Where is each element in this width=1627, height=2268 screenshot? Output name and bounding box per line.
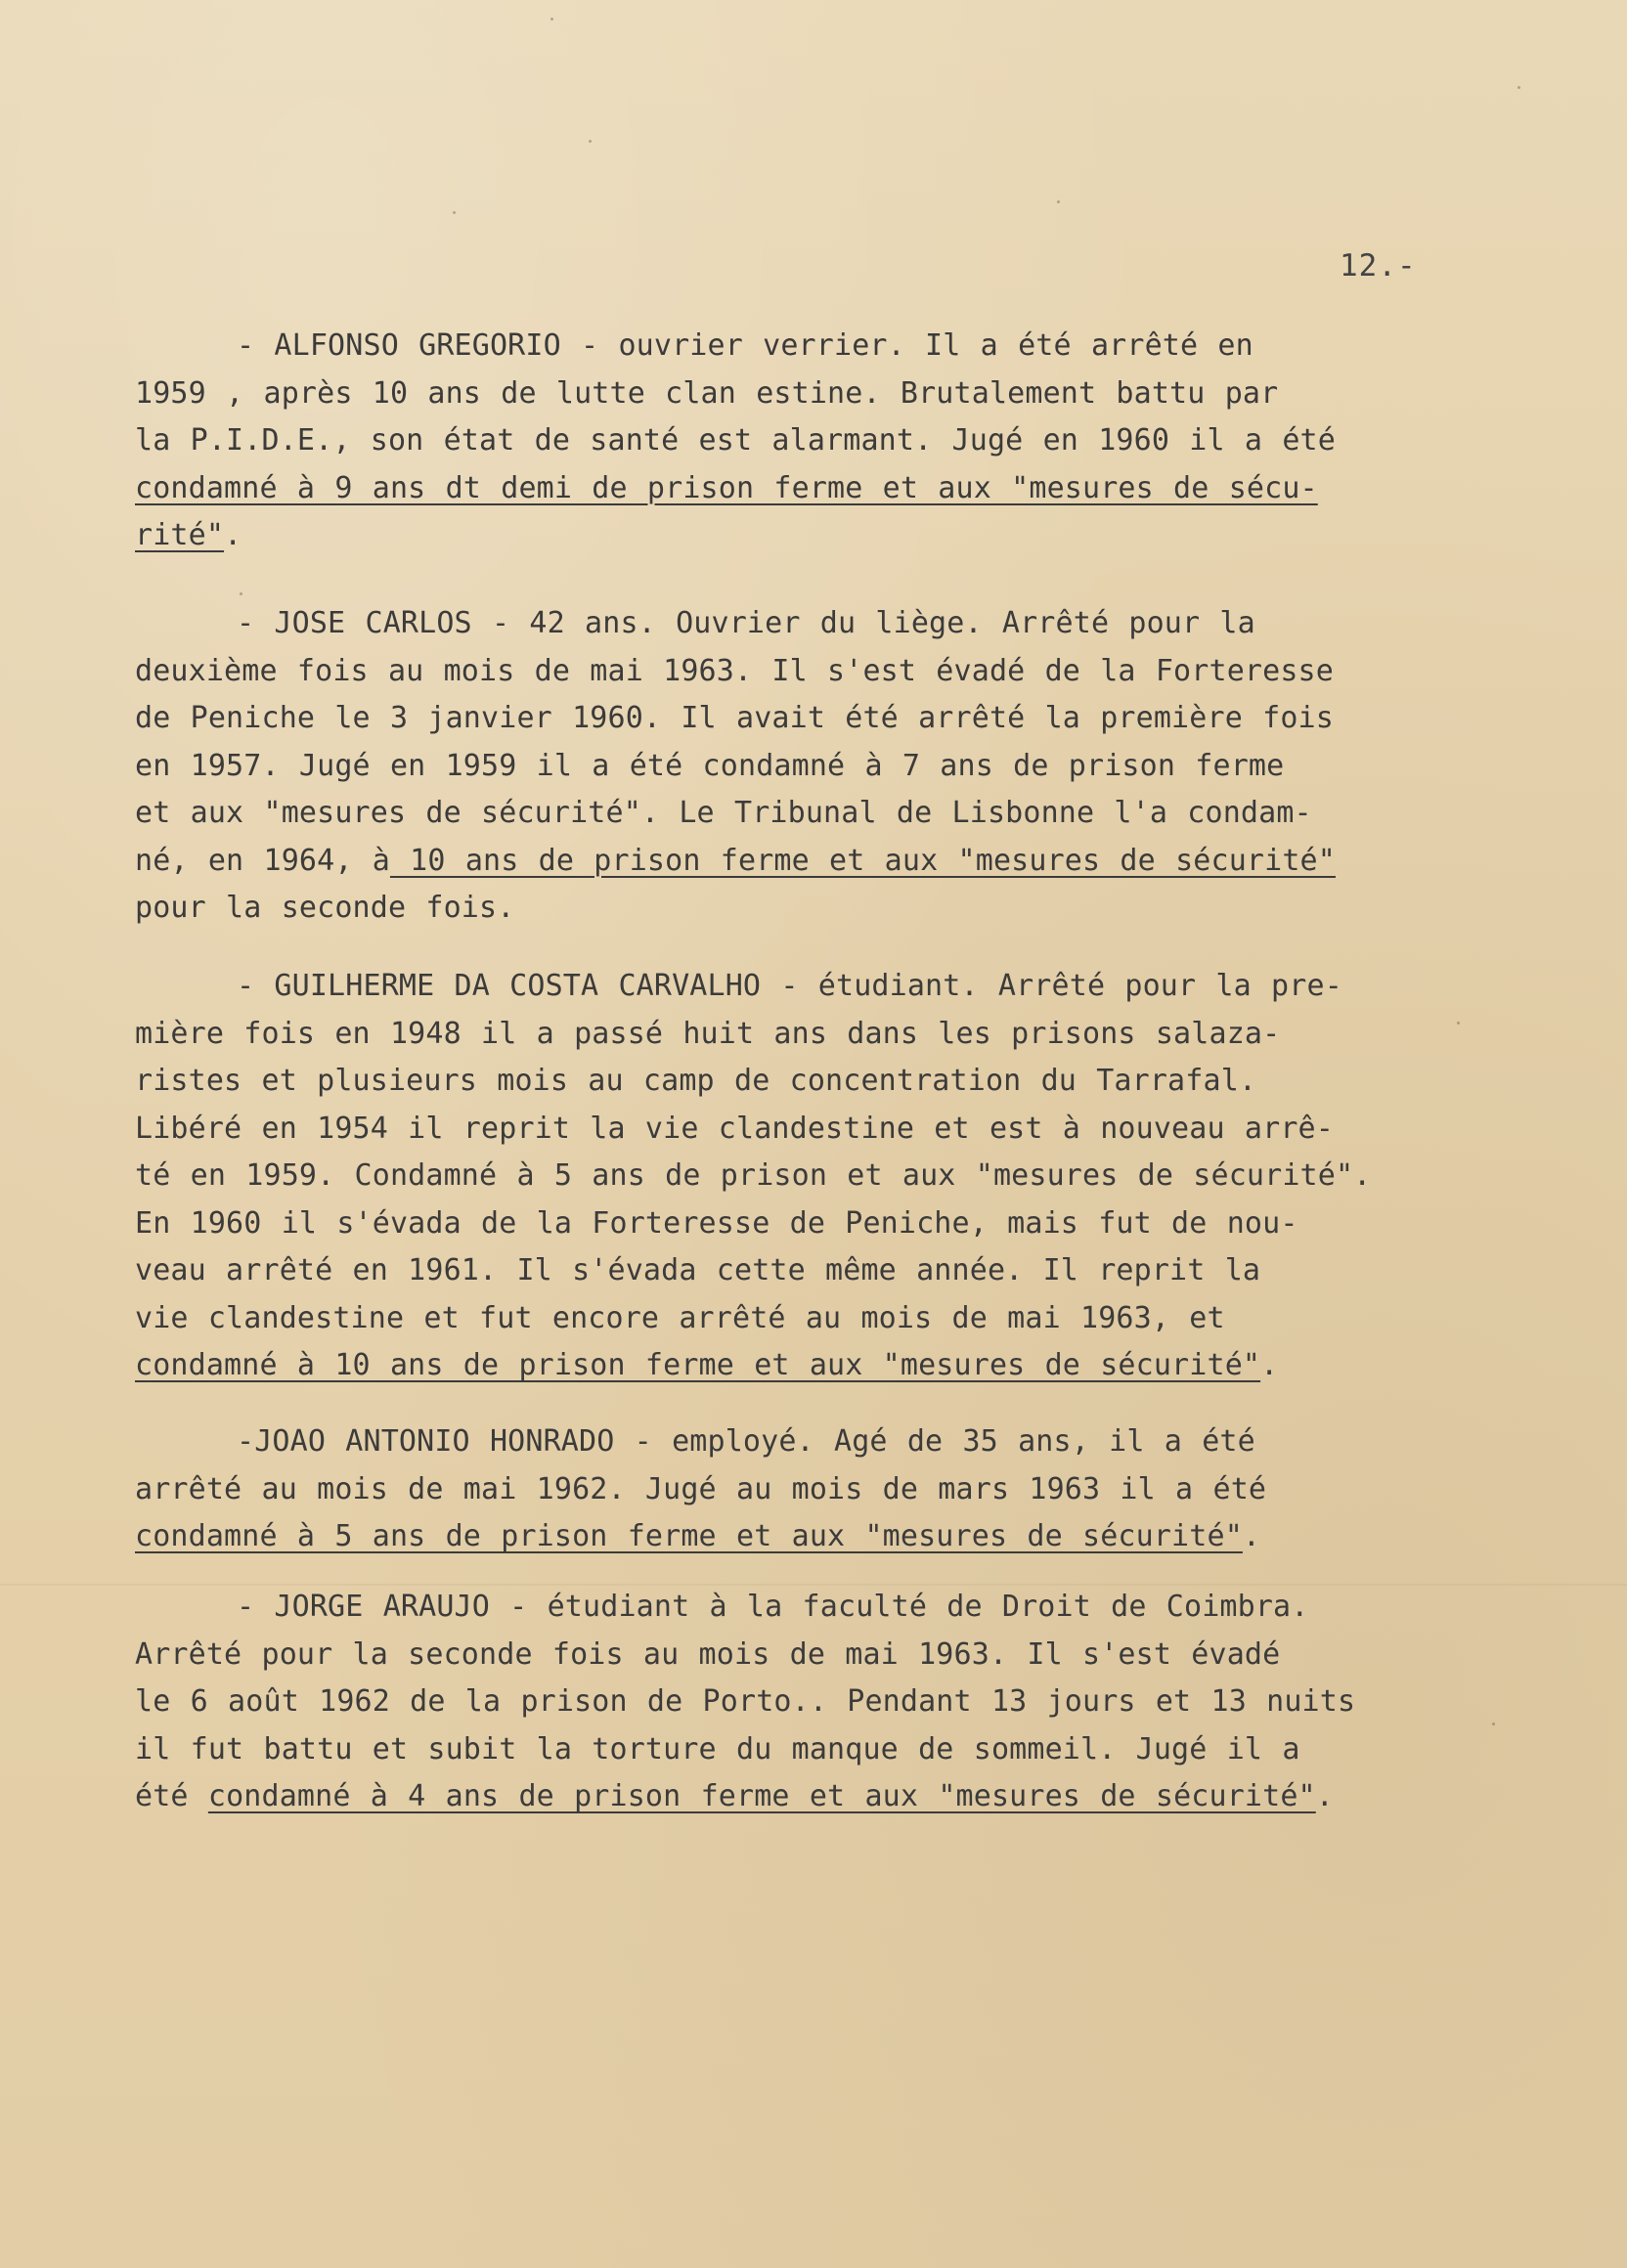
text-run: - ALFONSO GREGORIO - ouvrier verrier. Il a été arrêté en: [237, 328, 1253, 363]
text-line: [135, 323, 1484, 371]
text-run: vie clandestine et fut encore arrêté au mois de mai 1963, et: [135, 1300, 1225, 1335]
paragraph-jose-carlos: [135, 600, 1484, 933]
text-run: En 1960 il s'évada de la Forteresse de Peniche, mais fut de nou-: [135, 1205, 1298, 1241]
text-run: deuxième fois au mois de mai 1963. Il s'est évadé de la Forteresse: [135, 653, 1334, 688]
text-line: [135, 1200, 1484, 1248]
text-run: 1959 , après 10 ans de lutte clan estine. Brutalement battu par: [135, 375, 1279, 411]
underlined-sentence: rité": [135, 518, 225, 552]
text-line: [135, 695, 1484, 743]
text-run: et aux "mesures de sécurité". Le Tribunal de Lisbonne l'a condam-: [135, 796, 1312, 830]
text-line: [135, 1342, 1484, 1390]
text-run: il fut battu et subit la torture du manque de sommeil. Jugé il a: [135, 1731, 1300, 1766]
text-line: [135, 1011, 1484, 1059]
text-line: [135, 1773, 1484, 1821]
paragraph-jorge-araujo: [135, 1584, 1484, 1821]
paragraph-alfonso-gregorio: [135, 323, 1484, 560]
text-run: mière fois en 1948 il a passé huit ans dans les prisons salaza-: [135, 1016, 1281, 1051]
paper-speck: [589, 140, 592, 143]
text-line: [135, 838, 1484, 886]
text-line: [135, 1513, 1484, 1561]
paper-speck: [1057, 200, 1060, 203]
text-line: [135, 371, 1484, 418]
text-run: - JOSE CARLOS - 42 ans. Ouvrier du liège. Arrêté pour la: [237, 606, 1255, 640]
text-run: veau arrêté en 1961. Il s'évada cette même année. Il reprit la: [135, 1253, 1261, 1287]
text-run: .: [1315, 1779, 1334, 1813]
text-run: Arrêté pour la seconde fois au mois de mai 1963. Il s'est évadé: [135, 1636, 1281, 1672]
text-run: - GUILHERME DA COSTA CARVALHO - étudiant. Arrêté pour la pre-: [237, 969, 1342, 1003]
text-line: [135, 512, 1484, 560]
underlined-sentence: condamné à 5 ans de prison ferme et aux "mesures de sécurité": [135, 1519, 1243, 1553]
text-line: [135, 1466, 1484, 1514]
text-run: Libéré en 1954 il reprit la vie clandestine et est à nouveau arrê-: [135, 1111, 1334, 1146]
text-run: en 1957. Jugé en 1959 il a été condamné à 7 ans de prison ferme: [135, 748, 1285, 783]
text-line: [135, 1418, 1484, 1466]
text-line: [135, 1247, 1484, 1295]
text-run: pour la seconde fois.: [135, 891, 515, 925]
text-line: [135, 648, 1484, 696]
paper-speck: [453, 211, 456, 214]
underlined-sentence: condamné à 4 ans de prison ferme et aux "mesures de sécurité": [207, 1779, 1316, 1813]
underlined-sentence: 10 ans de prison ferme et aux "mesures de sécurité": [389, 843, 1336, 878]
underlined-sentence: condamné à 10 ans de prison ferme et aux "mesures de sécurité": [135, 1348, 1261, 1382]
text-line: [135, 885, 1484, 933]
paper-speck: [1492, 1723, 1495, 1725]
paragraph-joao-antonio-honrado: [135, 1418, 1484, 1561]
page-number: 12.-: [1340, 248, 1417, 284]
underlined-sentence: condamné à 9 ans dt demi de prison ferme et aux "mesures de sécu-: [135, 470, 1318, 505]
text-run: la P.I.D.E., son état de santé est alarmant. Jugé en 1960 il a été: [135, 423, 1336, 458]
text-line: [135, 1632, 1484, 1679]
text-line: [135, 1106, 1484, 1154]
text-line: [135, 1295, 1484, 1343]
paragraph-guilherme-da-costa-carvalho: [135, 963, 1484, 1390]
text-run: de Peniche le 3 janvier 1960. Il avait été arrêté la première fois: [135, 701, 1334, 735]
text-run: .: [224, 518, 242, 552]
text-line: [135, 963, 1484, 1011]
text-run: ristes et plusieurs mois au camp de concentration du Tarrafal.: [135, 1064, 1257, 1098]
text-line: [135, 790, 1484, 838]
text-line: [135, 743, 1484, 791]
text-line: [135, 465, 1484, 513]
text-run: .: [1242, 1519, 1261, 1553]
paper-speck: [550, 18, 553, 21]
text-run: le 6 août 1962 de la prison de Porto.. Pendant 13 jours et 13 nuits: [135, 1684, 1356, 1719]
text-run: arrêté au mois de mai 1962. Jugé au mois de mars 1963 il a été: [135, 1471, 1267, 1506]
text-line: [135, 1584, 1484, 1632]
text-line: [135, 600, 1484, 648]
text-run: té en 1959. Condamné à 5 ans de prison et aux "mesures de sécurité".: [135, 1158, 1372, 1193]
text-run: -JOAO ANTONIO HONRADO - employé. Agé de 35 ans, il a été: [237, 1424, 1255, 1459]
text-line: [135, 1058, 1484, 1106]
text-line: [135, 1153, 1484, 1200]
text-run: né, en 1964, à: [135, 843, 390, 878]
text-line: [135, 417, 1484, 465]
text-run: .: [1260, 1348, 1279, 1382]
paper-speck: [240, 592, 242, 595]
text-line: [135, 1726, 1484, 1774]
text-run: été: [135, 1779, 208, 1813]
text-run: - JORGE ARAUJO - étudiant à la faculté de Droit de Coimbra.: [237, 1590, 1309, 1624]
text-line: [135, 1679, 1484, 1726]
paper-speck: [1517, 86, 1520, 89]
